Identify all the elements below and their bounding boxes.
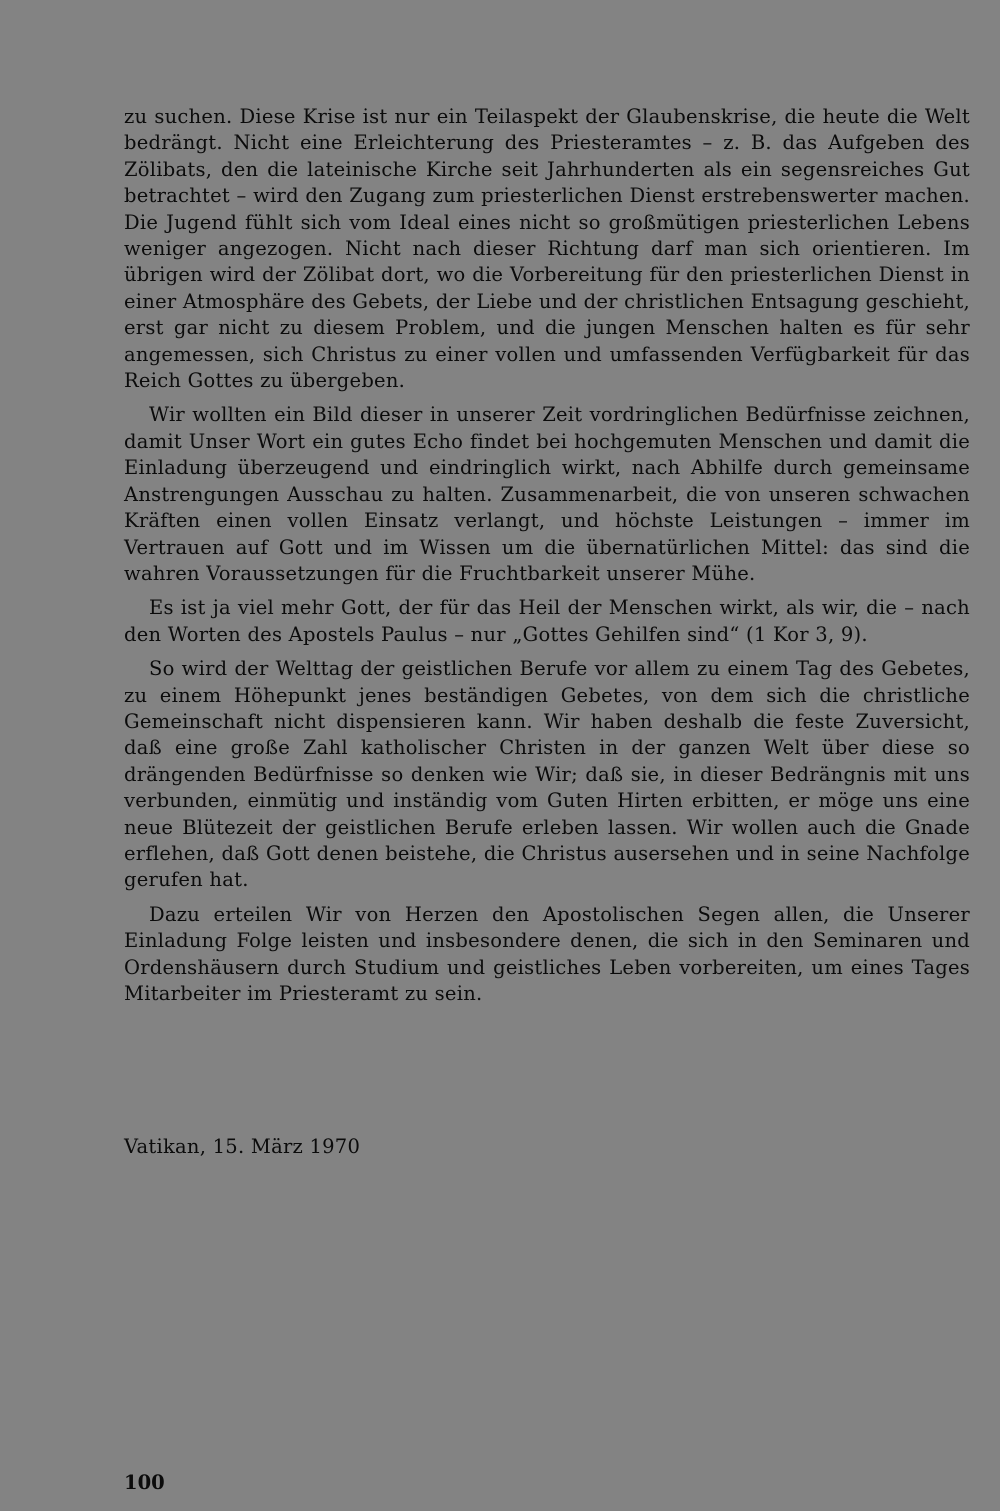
paragraph-2: Wir wollten ein Bild dieser in unserer Zeit vordringlichen Bedürfnisse zeichnen, damit Unser Wort ein gutes Echo findet bei hochgemuten Menschen und damit die Einladung überzeugend und eindringlich wirkt, nach Abhilfe durch gemeinsame Anstrengungen Ausschau zu halten. Zusammenarbeit, die von unseren schwachen Kräften einen vollen Einsatz verlangt, und höchste Leistungen – immer im Vertrauen auf Gott und im Wissen um die übernatürlichen Mittel: das sind die wahren Voraussetzungen für die Fruchtbarkeit unserer Mühe. xyxy=(124,403,970,585)
page-body xyxy=(124,104,970,1015)
page-number: 100 xyxy=(124,1471,165,1494)
paragraph-1: zu suchen. Diese Krise ist nur ein Teilaspekt der Glaubenskrise, die heute die Welt bedrängt. Nicht eine Erleichterung des Priesteramtes – z. B. das Aufgeben des Zölibats, den die lateinische Kirche seit Jahrhunderten als ein segensreiches Gut betrachtet – wird den Zugang zum priesterlichen Dienst erstrebenswerter machen. Die Jugend fühlt sich vom Ideal eines nicht so großmütigen priesterlichen Lebens weniger angezogen. Nicht nach dieser Richtung darf man sich orientieren. Im übrigen wird der Zölibat dort, wo die Vorbereitung für den priesterlichen Dienst in einer Atmosphäre des Gebets, der Liebe und der christlichen Entsagung geschieht, erst gar nicht zu diesem Problem, und die jungen Menschen halten es für sehr angemessen, sich Christus zu einer vollen und umfassenden Verfügbarkeit für das Reich Gottes zu übergeben. xyxy=(124,105,970,393)
paragraph-3: Es ist ja viel mehr Gott, der für das Heil der Menschen wirkt, als wir, die – nach den Worten des Apostels Paulus – nur „Gottes Gehilfen sind“ (1 Kor 3, 9). xyxy=(124,596,970,646)
paragraph-5: Dazu erteilen Wir von Herzen den Apostolischen Segen allen, die Unserer Einladung Folge leisten und insbesondere denen, die sich in den Seminaren und Ordenshäusern durch Studium und geistliches Leben vorbereiten, um eines Tages Mitarbeiter im Priesteramt zu sein. xyxy=(124,902,970,1005)
paragraph-4: So wird der Welttag der geistlichen Berufe vor allem zu einem Tag des Gebetes, zu einem Höhepunkt jenes beständigen Gebetes, von dem sich die christliche Gemeinschaft nicht dispensieren kann. Wir haben deshalb die feste Zuversicht, daß eine große Zahl katholischer Christen in der ganzen Welt über diese so drängenden Bedürfnisse so denken wie Wir; daß sie, in dieser Bedrängnis mit uns verbunden, einmütig und inständig vom Guten Hirten erbitten, er möge uns eine neue Blütezeit der geistlichen Berufe erleben lassen. Wir wollen auch die Gnade erflehen, daß Gott denen beistehe, die Christus ausersehen und in seine Nachfolge gerufen hat. xyxy=(124,657,970,892)
dateline: Vatikan, 15. März 1970 xyxy=(124,1135,361,1158)
